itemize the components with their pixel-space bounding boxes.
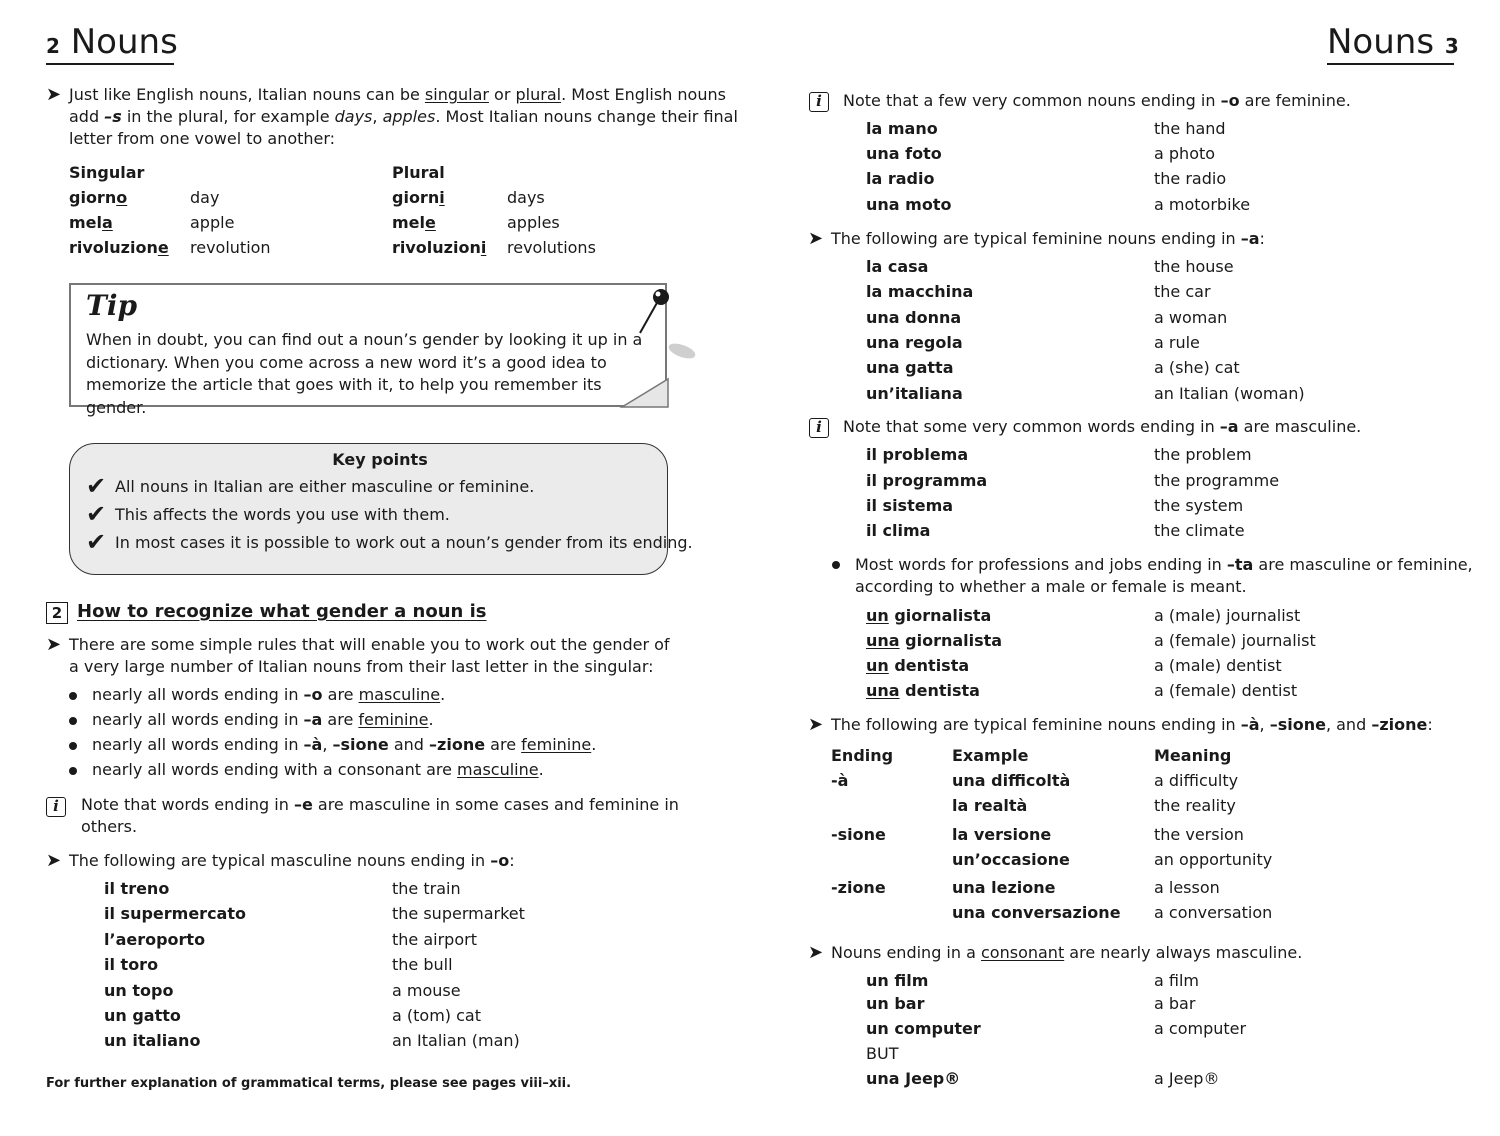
info-icon: i	[809, 418, 829, 438]
footer-note: For further explanation of grammatical terms, please see pages viii–xii.	[46, 1076, 572, 1091]
meaning-cell: the version	[1154, 825, 1244, 844]
section-title: How to recognize what gender a noun is	[77, 601, 487, 622]
english-meaning: the house	[1154, 257, 1234, 276]
english-meaning: the climate	[1154, 521, 1245, 540]
bullet-icon	[69, 767, 77, 775]
bullet-icon	[69, 692, 77, 700]
singular-header: Singular	[69, 163, 145, 182]
page-number: 2	[46, 34, 60, 58]
note-o: Note that a few very common nouns ending in –o are feminine.	[843, 91, 1351, 110]
arrow-icon: ➤	[46, 850, 62, 871]
italian-noun: una donna	[866, 308, 962, 327]
english-meaning: a (tom) cat	[392, 1006, 481, 1025]
english-meaning: the train	[392, 879, 461, 898]
rule-item: nearly all words ending with a consonant are masculine.	[92, 760, 544, 779]
arrow-icon: ➤	[46, 84, 62, 105]
italian-noun: l’aeroporto	[104, 930, 206, 949]
italian-noun: la casa	[866, 257, 929, 276]
english-meaning: a (she) cat	[1154, 358, 1240, 377]
table-cell: rivoluzioni	[392, 238, 487, 257]
italian-noun: la radio	[866, 169, 935, 188]
italian-noun: una foto	[866, 144, 942, 163]
bullet-icon	[69, 717, 77, 725]
example-cell: la realtà	[952, 796, 1028, 815]
english-meaning: the radio	[1154, 169, 1227, 188]
english-meaning: a computer	[1154, 1019, 1247, 1038]
example-cell: la versione	[952, 825, 1052, 844]
italian-noun: il toro	[104, 955, 159, 974]
english-meaning: a (male) journalist	[1154, 606, 1301, 625]
info-icon: i	[809, 92, 829, 112]
checkmark-icon: ✔	[86, 500, 107, 528]
english-meaning: a (female) dentist	[1154, 681, 1298, 700]
english-meaning: the hand	[1154, 119, 1226, 138]
english-meaning: a Jeep®	[1154, 1069, 1220, 1088]
table-cell: revolutions	[507, 238, 596, 257]
table-cell: rivoluzione	[69, 238, 169, 257]
page-title: Nouns	[70, 22, 178, 62]
arrow-icon: ➤	[808, 714, 824, 735]
left-page-header	[46, 22, 178, 66]
page-title: Nouns	[1327, 22, 1435, 62]
english-meaning: a mouse	[392, 981, 461, 1000]
italian-noun: il sistema	[866, 496, 954, 515]
right-page-header	[1327, 22, 1459, 66]
italian-noun: una dentista	[866, 681, 980, 700]
italian-noun: un bar	[866, 994, 925, 1013]
intro-paragraph: Just like English nouns, Italian nouns can be singular or plural. Most English nouns add –s in the plural, for example days, apples. Most Italian nouns change their final letter from one vowel to another:	[69, 85, 738, 148]
table-cell: mele	[392, 213, 436, 232]
example-cell: un’occasione	[952, 850, 1070, 869]
italian-noun: una giornalista	[866, 631, 1003, 650]
italian-noun: un italiano	[104, 1031, 201, 1050]
english-meaning: the car	[1154, 282, 1211, 301]
italian-noun: il supermercato	[104, 904, 246, 923]
ending-cell: -zione	[831, 878, 886, 897]
key-point: All nouns in Italian are either masculine or feminine.	[115, 477, 535, 496]
column-header: Ending	[831, 746, 894, 765]
english-meaning: the system	[1154, 496, 1244, 515]
arrow-icon: ➤	[808, 942, 824, 963]
example-cell: una lezione	[952, 878, 1056, 897]
italian-noun: un giornalista	[866, 606, 992, 625]
english-meaning: the problem	[1154, 445, 1252, 464]
meaning-cell: an opportunity	[1154, 850, 1273, 869]
column-header: Meaning	[1154, 746, 1232, 765]
table-cell: apples	[507, 213, 560, 232]
italian-noun: un gatto	[104, 1006, 181, 1025]
italian-noun: una moto	[866, 195, 952, 214]
rule-item: nearly all words ending in –a are feminine.	[92, 710, 434, 729]
bullet-icon	[832, 561, 840, 569]
header-rule	[1327, 63, 1454, 65]
english-meaning: a photo	[1154, 144, 1216, 163]
table-cell: apple	[190, 213, 235, 232]
page-number: 3	[1444, 34, 1459, 58]
tip-text: When in doubt, you can find out a noun’s gender by looking it up in a dictionary. When you come across a new word it’s a good idea to memorize the article that goes with it, to help you remember its gender.	[86, 330, 643, 417]
meaning-cell: a lesson	[1154, 878, 1220, 897]
consonant-intro: Nouns ending in a consonant are nearly always masculine.	[831, 943, 1303, 962]
english-meaning: a bar	[1154, 994, 1196, 1013]
english-meaning: a film	[1154, 971, 1199, 990]
but-label: BUT	[866, 1044, 899, 1063]
masc-o-intro: The following are typical masculine nouns ending in –o:	[69, 851, 515, 870]
english-meaning: a rule	[1154, 333, 1200, 352]
key-points-title: Key points	[332, 450, 428, 469]
italian-noun: una Jeep®	[866, 1069, 961, 1088]
italian-noun: un’italiana	[866, 384, 963, 403]
header-rule	[46, 63, 174, 65]
italian-noun: una regola	[866, 333, 963, 352]
arrow-icon: ➤	[46, 634, 62, 655]
english-meaning: a (female) journalist	[1154, 631, 1316, 650]
english-meaning: a (male) dentist	[1154, 656, 1282, 675]
italian-noun: il clima	[866, 521, 931, 540]
column-header: Example	[952, 746, 1029, 765]
italian-noun: la mano	[866, 119, 938, 138]
english-meaning: the supermarket	[392, 904, 525, 923]
key-point: This affects the words you use with them.	[115, 505, 450, 524]
key-point: In most cases it is possible to work out a noun’s gender from its ending.	[115, 533, 693, 552]
italian-noun: il programma	[866, 471, 988, 490]
table-cell: mela	[69, 213, 113, 232]
bullet-icon	[69, 742, 77, 750]
english-meaning: a woman	[1154, 308, 1228, 327]
italian-noun: un topo	[104, 981, 174, 1000]
info-icon: i	[46, 797, 66, 817]
arrow-icon: ➤	[808, 228, 824, 249]
italian-noun: il problema	[866, 445, 969, 464]
italian-noun: un dentista	[866, 656, 970, 675]
english-meaning: the bull	[392, 955, 453, 974]
ending-cell: -à	[831, 771, 849, 790]
professions-note: Most words for professions and jobs ending in –ta are masculine or feminine, according to whether a male or female is meant.	[855, 555, 1473, 596]
checkmark-icon: ✔	[86, 472, 107, 500]
meaning-cell: a conversation	[1154, 903, 1273, 922]
english-meaning: an Italian (man)	[392, 1031, 520, 1050]
italian-noun: un computer	[866, 1019, 981, 1038]
italian-noun: una gatta	[866, 358, 954, 377]
table-cell: giorno	[69, 188, 128, 207]
english-meaning: an Italian (woman)	[1154, 384, 1305, 403]
rule-item: nearly all words ending in –o are masculine.	[92, 685, 446, 704]
table-cell: giorni	[392, 188, 445, 207]
rules-intro: There are some simple rules that will enable you to work out the gender of a very large number of Italian nouns from their last letter in the singular:	[69, 635, 670, 676]
checkmark-icon: ✔	[86, 528, 107, 556]
italian-noun: la macchina	[866, 282, 974, 301]
english-meaning: the airport	[392, 930, 477, 949]
table-cell: days	[507, 188, 545, 207]
rule-item: nearly all words ending in –à, –sione and –zione are feminine.	[92, 735, 597, 754]
table-cell: revolution	[190, 238, 271, 257]
plural-header: Plural	[392, 163, 445, 182]
fem-a-intro: The following are typical feminine nouns ending in –a:	[831, 229, 1265, 248]
example-cell: una difficoltà	[952, 771, 1071, 790]
english-meaning: the programme	[1154, 471, 1280, 490]
example-cell: una conversazione	[952, 903, 1121, 922]
section-number: 2	[46, 602, 68, 624]
ending-cell: -sione	[831, 825, 886, 844]
fem-sione-intro: The following are typical feminine nouns ending in –à, –sione, and –zione:	[831, 715, 1433, 734]
table-cell: day	[190, 188, 220, 207]
italian-noun: il treno	[104, 879, 170, 898]
note-a: Note that some very common words ending in –a are masculine.	[843, 417, 1362, 436]
note-e: Note that words ending in –e are masculine in some cases and feminine in others.	[81, 795, 679, 836]
meaning-cell: the reality	[1154, 796, 1236, 815]
english-meaning: a motorbike	[1154, 195, 1251, 214]
meaning-cell: a difficulty	[1154, 771, 1239, 790]
tip-title: Tip	[86, 289, 138, 322]
italian-noun: un film	[866, 971, 929, 990]
